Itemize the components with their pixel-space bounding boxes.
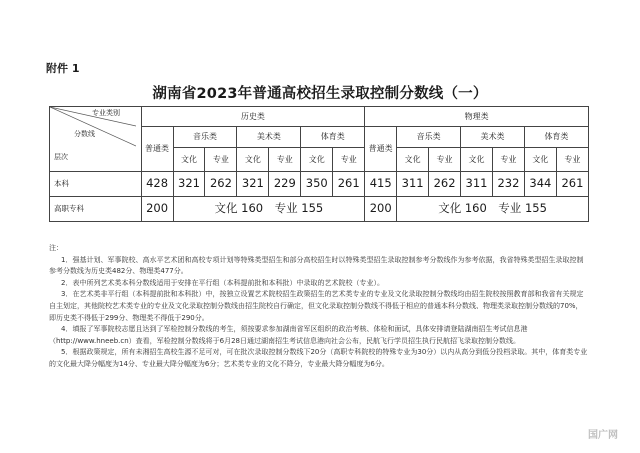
history-music-header: 音乐类	[173, 127, 237, 148]
note-item: 1．强基计划、军事院校、高水平艺术团和高校专项计划等特殊类型招生和部分高校招生时以特殊类型招生录取控制参考分数线作为参考依据，我省特殊类型招生录取控制参考分数线为历史类482分、物理类477分。	[49, 255, 584, 276]
corner-category-label: 专业类别	[92, 109, 120, 117]
note-item: 5．根据政策规定，所有未湘招生高校生源不足可对，可在批次录取控制分数线下20分（高职专科院校的特殊专业为30分）以内从高分到低分投档录取。其中，体育类专业的文化最大降分幅度为14分、专业最大降分幅度为6分；艺术类专业的文化不降分，专业最大降分幅度为6分。	[49, 348, 588, 368]
score-cell: 261	[556, 172, 588, 197]
physics-pe-header: 体育类	[524, 127, 588, 148]
subheader-wenhua: 文化	[461, 148, 493, 172]
history-art-header: 美术类	[237, 127, 301, 148]
notes-heading: 注：	[49, 244, 63, 252]
score-cell: 415	[365, 172, 397, 197]
score-cell: 232	[492, 172, 524, 197]
corner-score-label: 分数线	[74, 130, 95, 138]
subheader-zhuanye: 专业	[556, 148, 588, 172]
row-label-gaozhi: 高职专科	[50, 197, 142, 222]
corner-level-label: 层次	[54, 153, 68, 161]
score-cell: 262	[205, 172, 237, 197]
subheader-zhuanye: 专业	[492, 148, 524, 172]
score-table	[49, 106, 589, 222]
subheader-wenhua: 文化	[237, 148, 269, 172]
note-item: 2．表中所列艺术类本科分数线适用于安排在平行组（本科提前批和本科批）中录取的艺术院校（专业）。	[61, 278, 384, 287]
subheader-zhuanye: 专业	[429, 148, 461, 172]
score-cell: 428	[141, 172, 173, 197]
subheader-wenhua: 文化	[397, 148, 429, 172]
score-cell: 311	[461, 172, 493, 197]
score-cell: 200	[365, 197, 397, 222]
score-cell: 350	[301, 172, 333, 197]
subheader-zhuanye: 专业	[269, 148, 301, 172]
attachment-label: 附件 1	[46, 62, 80, 75]
subheader-zhuanye: 专业	[205, 148, 237, 172]
history-group-header: 历史类	[141, 107, 365, 127]
history-pe-header: 体育类	[301, 127, 365, 148]
subheader-wenhua: 文化	[524, 148, 556, 172]
physics-music-header: 音乐类	[397, 127, 461, 148]
row-label-benke: 本科	[50, 172, 142, 197]
table-row-benke	[50, 172, 589, 197]
score-cell: 311	[397, 172, 429, 197]
score-cell: 261	[333, 172, 365, 197]
score-cell-merged: 文化 160 专业 155	[397, 197, 589, 222]
score-cell: 200	[141, 197, 173, 222]
score-cell: 262	[429, 172, 461, 197]
score-cell: 344	[524, 172, 556, 197]
score-cell: 229	[269, 172, 301, 197]
note-item: 3．在艺术类非平行组（本科提前批和本科批）中，按独立设置艺术院校招生政策招生的艺术类专业的专业及文化录取控制分数线均由招生院校按照教育部和我省有关规定自主划定，其他院校艺术类专业的专业及文化录取控制分数线由招生院校自行确定，但文化录取控制分数线不得低于相应的普通本科分数线、物理类录取控制分数线的70%，即历史类不得低于299分、物理类不得低于290分。	[49, 290, 584, 322]
physics-art-header: 美术类	[461, 127, 525, 148]
subheader-wenhua: 文化	[173, 148, 205, 172]
subheader-wenhua: 文化	[301, 148, 333, 172]
score-cell-merged: 文化 160 专业 155	[173, 197, 365, 222]
table-row-gaozhi	[50, 197, 589, 222]
diagonal-header-cell	[50, 107, 142, 172]
score-cell: 321	[173, 172, 205, 197]
history-general-header: 普通类	[141, 127, 173, 172]
watermark-logo: 国广网	[588, 430, 618, 441]
score-cell: 321	[237, 172, 269, 197]
notes-section	[49, 243, 589, 371]
page-title: 湖南省2023年普通高校招生录取控制分数线（一）	[152, 86, 488, 102]
subheader-zhuanye: 专业	[333, 148, 365, 172]
note-item: 4．填报了军事院校志愿且达到了军检控制分数线的考生，须按要求参加湖南省军区组织的政治考核、体检和面试，具体安排请登陆湖南招生考试信息港（http://www.hneeb.cn）查看，军检控制分数线将于6月28日通过湖南招生考试信息港向社会公布，民航飞行学员招生执行民航招飞录取控制分数线。	[49, 325, 528, 345]
physics-general-header: 普通类	[365, 127, 397, 172]
physics-group-header: 物理类	[365, 107, 589, 127]
